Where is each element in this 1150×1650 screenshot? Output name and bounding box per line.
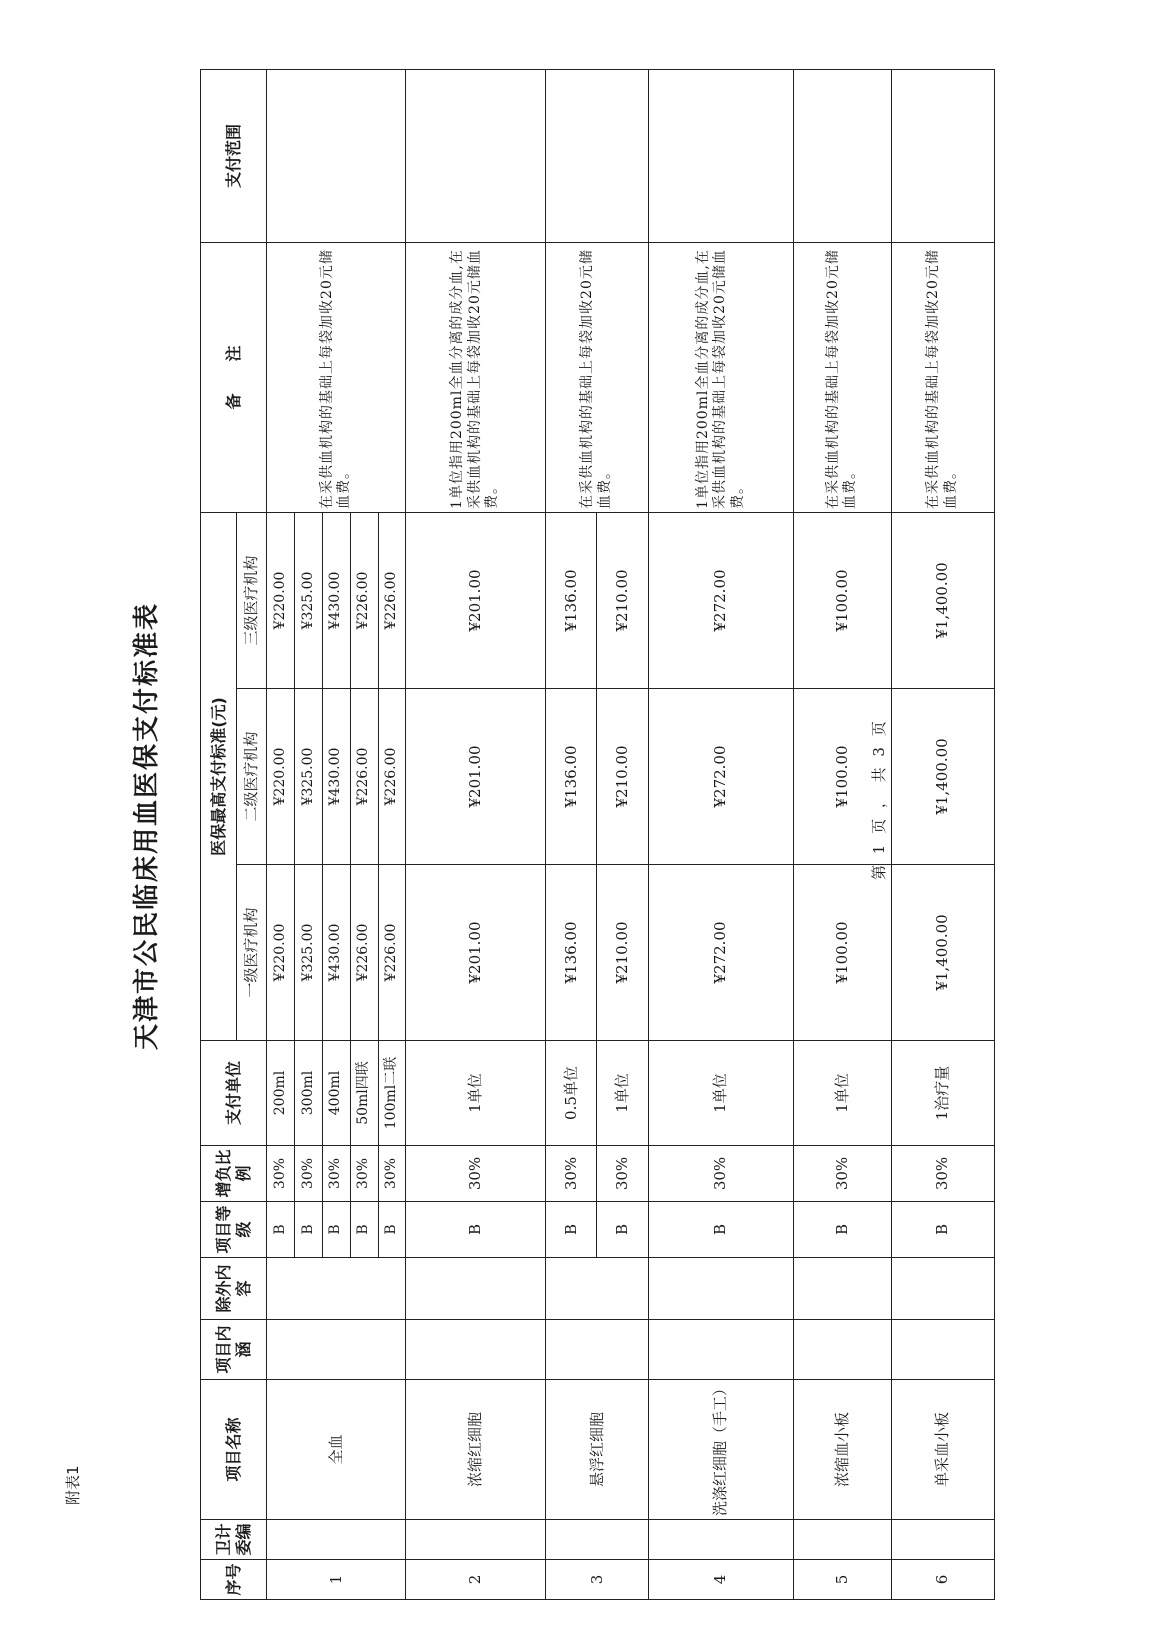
cell-level2: ¥100.00 <box>793 689 891 865</box>
cell-level2: ¥136.00 <box>545 689 597 865</box>
cell-unit: 1单位 <box>597 1041 649 1146</box>
header-note: 备 注 <box>201 242 267 512</box>
cell-grade: B <box>267 1202 295 1258</box>
cell-level2: ¥1,400.00 <box>891 689 994 865</box>
cell-scope <box>649 69 794 242</box>
cell-ratio: 30% <box>267 1146 295 1202</box>
cell-level1: ¥100.00 <box>793 865 891 1041</box>
cell-level3: ¥226.00 <box>378 512 406 688</box>
cell-level2: ¥430.00 <box>322 689 350 865</box>
cell-level2: ¥201.00 <box>406 689 545 865</box>
cell-level1: ¥210.00 <box>597 865 649 1041</box>
cell-level3: ¥136.00 <box>545 512 597 688</box>
cell-exclude <box>649 1258 794 1320</box>
cell-code <box>891 1520 994 1560</box>
cell-name: 全血 <box>267 1380 406 1520</box>
header-ratio: 增负比例 <box>201 1146 267 1202</box>
cell-unit: 400ml <box>322 1041 350 1146</box>
cell-ratio: 30% <box>891 1146 994 1202</box>
cell-code <box>267 1520 406 1560</box>
cell-grade: B <box>597 1202 649 1258</box>
header-code: 卫计委编 <box>201 1520 267 1560</box>
cell-level1: ¥1,400.00 <box>891 865 994 1041</box>
attachment-label: 附表1 <box>64 1465 82 1505</box>
cell-level1: ¥220.00 <box>267 865 295 1041</box>
cell-level2: ¥272.00 <box>649 689 794 865</box>
cell-exclude <box>406 1258 545 1320</box>
cell-name: 单采血小板 <box>891 1380 994 1520</box>
cell-exclude <box>793 1258 891 1320</box>
cell-note: 1单位指用200ml全血分离的成分血,在采供血机构的基础上每袋加收20元储血费。 <box>649 242 794 512</box>
cell-note: 在采供血机构的基础上每袋加收20元储血费。 <box>267 242 406 512</box>
cell-scope <box>267 69 406 242</box>
cell-content <box>406 1320 545 1380</box>
cell-code <box>406 1520 545 1560</box>
cell-scope <box>793 69 891 242</box>
cell-content <box>891 1320 994 1380</box>
page-title: 天津市公民临床用血医保支付标准表 <box>132 601 162 1050</box>
cell-level1: ¥272.00 <box>649 865 794 1041</box>
cell-seq: 5 <box>793 1560 891 1600</box>
header-exclude: 除外内容 <box>201 1258 267 1320</box>
table-rotated-wrapper <box>200 70 995 1600</box>
cell-level1: ¥226.00 <box>378 865 406 1041</box>
cell-grade: B <box>793 1202 891 1258</box>
header-scope: 支付范围 <box>201 69 267 242</box>
cell-level1: ¥226.00 <box>350 865 378 1041</box>
cell-name: 洗涤红细胞（手工） <box>649 1380 794 1520</box>
cell-grade: B <box>378 1202 406 1258</box>
cell-seq: 6 <box>891 1560 994 1600</box>
cell-ratio: 30% <box>350 1146 378 1202</box>
header-seq: 序号 <box>201 1560 267 1600</box>
table-row <box>406 69 545 1599</box>
cell-level2: ¥226.00 <box>378 689 406 865</box>
payment-standard-table <box>200 69 995 1600</box>
cell-level3: ¥210.00 <box>597 512 649 688</box>
cell-level2: ¥226.00 <box>350 689 378 865</box>
cell-unit: 1治疗量 <box>891 1041 994 1146</box>
header-unit: 支付单位 <box>201 1041 267 1146</box>
cell-name: 浓缩血小板 <box>793 1380 891 1520</box>
cell-grade: B <box>350 1202 378 1258</box>
cell-ratio: 30% <box>793 1146 891 1202</box>
cell-level3: ¥430.00 <box>322 512 350 688</box>
cell-ratio: 30% <box>378 1146 406 1202</box>
cell-seq: 2 <box>406 1560 545 1600</box>
cell-unit: 1单位 <box>406 1041 545 1146</box>
cell-grade: B <box>545 1202 597 1258</box>
cell-content <box>545 1320 648 1380</box>
cell-level3: ¥325.00 <box>294 512 322 688</box>
cell-content <box>649 1320 794 1380</box>
header-content: 项目内涵 <box>201 1320 267 1380</box>
cell-level3: ¥201.00 <box>406 512 545 688</box>
cell-note: 在采供血机构的基础上每袋加收20元储血费。 <box>891 242 994 512</box>
cell-unit: 1单位 <box>793 1041 891 1146</box>
cell-code <box>793 1520 891 1560</box>
header-level2: 二级医疗机构 <box>237 689 267 865</box>
cell-scope <box>891 69 994 242</box>
cell-exclude <box>891 1258 994 1320</box>
cell-unit: 100ml二联 <box>378 1041 406 1146</box>
header-standard-group: 医保最高支付标准(元) <box>201 512 237 1040</box>
cell-ratio: 30% <box>597 1146 649 1202</box>
cell-ratio: 30% <box>406 1146 545 1202</box>
cell-unit: 1单位 <box>649 1041 794 1146</box>
cell-unit: 50ml四联 <box>350 1041 378 1146</box>
cell-grade: B <box>294 1202 322 1258</box>
cell-level3: ¥272.00 <box>649 512 794 688</box>
cell-grade: B <box>322 1202 350 1258</box>
cell-level1: ¥136.00 <box>545 865 597 1041</box>
cell-scope <box>545 69 648 242</box>
cell-note: 1单位指用200ml全血分离的成分血,在采供血机构的基础上每袋加收20元储血费。 <box>406 242 545 512</box>
table-row <box>545 69 597 1599</box>
cell-unit: 300ml <box>294 1041 322 1146</box>
header-name: 项目名称 <box>201 1380 267 1520</box>
cell-code <box>545 1520 648 1560</box>
cell-level2: ¥210.00 <box>597 689 649 865</box>
cell-seq: 3 <box>545 1560 648 1600</box>
cell-seq: 4 <box>649 1560 794 1600</box>
cell-level3: ¥100.00 <box>793 512 891 688</box>
cell-level2: ¥325.00 <box>294 689 322 865</box>
cell-content <box>267 1320 406 1380</box>
cell-ratio: 30% <box>545 1146 597 1202</box>
cell-level1: ¥325.00 <box>294 865 322 1041</box>
cell-note: 在采供血机构的基础上每袋加收20元储血费。 <box>545 242 648 512</box>
cell-ratio: 30% <box>322 1146 350 1202</box>
table-row <box>891 69 994 1599</box>
page-number: 第 1 页 ， 共 3 页 <box>870 718 888 880</box>
header-grade: 项目等级 <box>201 1202 267 1258</box>
cell-ratio: 30% <box>649 1146 794 1202</box>
cell-ratio: 30% <box>294 1146 322 1202</box>
cell-grade: B <box>891 1202 994 1258</box>
cell-code <box>649 1520 794 1560</box>
header-level3: 三级医疗机构 <box>237 512 267 688</box>
table-row <box>649 69 794 1599</box>
cell-level3: ¥226.00 <box>350 512 378 688</box>
cell-unit: 200ml <box>267 1041 295 1146</box>
cell-content <box>793 1320 891 1380</box>
cell-level2: ¥220.00 <box>267 689 295 865</box>
cell-scope <box>406 69 545 242</box>
cell-grade: B <box>649 1202 794 1258</box>
cell-level3: ¥1,400.00 <box>891 512 994 688</box>
cell-name: 悬浮红细胞 <box>545 1380 648 1520</box>
cell-seq: 1 <box>267 1560 406 1600</box>
cell-level1: ¥201.00 <box>406 865 545 1041</box>
cell-exclude <box>545 1258 648 1320</box>
cell-level1: ¥430.00 <box>322 865 350 1041</box>
table-row <box>793 69 891 1599</box>
cell-level3: ¥220.00 <box>267 512 295 688</box>
header-level1: 一级医疗机构 <box>237 865 267 1041</box>
cell-exclude <box>267 1258 406 1320</box>
cell-unit: 0.5单位 <box>545 1041 597 1146</box>
cell-grade: B <box>406 1202 545 1258</box>
cell-note: 在采供血机构的基础上每袋加收20元储血费。 <box>793 242 891 512</box>
table-row <box>267 69 295 1599</box>
cell-name: 浓缩红细胞 <box>406 1380 545 1520</box>
